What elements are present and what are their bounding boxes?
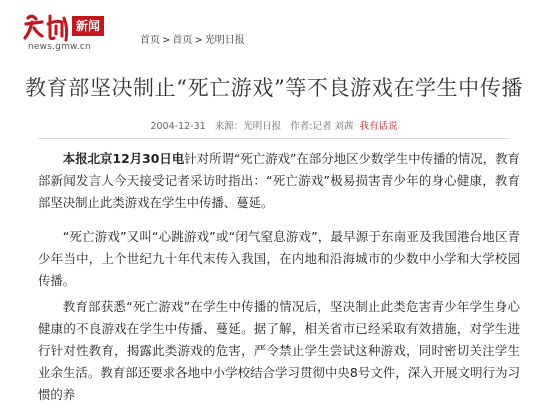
- breadcrumb-separator: >: [162, 35, 171, 46]
- article-body: [38, 148, 520, 409]
- comment-link[interactable]: 我有话说: [359, 121, 398, 132]
- article-source: 来源：光明日报: [214, 121, 282, 132]
- article-meta: [0, 118, 548, 132]
- breadcrumb: [140, 31, 245, 46]
- news-badge: 新闻: [72, 16, 104, 36]
- site-header: [0, 0, 548, 58]
- article-paragraph: [38, 296, 520, 406]
- article-author: 作者:记者 刘茜: [290, 121, 354, 132]
- site-domain: news.gmw.cn: [28, 42, 91, 52]
- breadcrumb-home-1[interactable]: 首页: [140, 35, 160, 46]
- title-divider: [38, 138, 510, 139]
- paragraph-text: 教育部获悉“死亡游戏”在学生中传播的情况后，坚决制止此类危害青少年学生身心健康的不良游戏在学生中传播、蔓延。据了解，相关省市已经采取有效措施，对学生进行针对性教育，揭露此类游戏的危害，严令禁止学生尝试这种游戏，同时密切关注学生业余生活。教育部还要求各地中小学校结合学习贯彻中央8号文件，深入开展文明行为习惯的养: [38, 299, 520, 402]
- article-date: 2004-12-31: [150, 121, 206, 132]
- article-paragraph: [38, 148, 520, 214]
- article-paragraph: [38, 226, 520, 292]
- article-dateline: 本报北京12月30日电: [62, 151, 185, 166]
- article-title: 教育部坚决制止“死亡游戏”等不良游戏在学生中传播: [25, 76, 523, 100]
- breadcrumb-guangming-daily[interactable]: 光明日报: [204, 35, 245, 46]
- paragraph-text: 针对所谓“死亡游戏”在部分地区少数学生中传播的情况，教育部新闻发言人今天接受记者采访时指出：“死亡游戏”极易损害青少年的身心健康，教育部坚决制止此类游戏在学生中传播、蔓延。: [38, 151, 520, 210]
- breadcrumb-home-2[interactable]: 首页: [172, 35, 193, 46]
- paragraph-text: “死亡游戏”又叫“心跳游戏”或“闭气窒息游戏”，最早源于东南亚及我国港台地区青少年当中，上个世纪九十年代末传入我国，在内地和沿海城市的少数中小学和大学校园传播。: [38, 229, 520, 288]
- breadcrumb-separator: >: [194, 35, 203, 46]
